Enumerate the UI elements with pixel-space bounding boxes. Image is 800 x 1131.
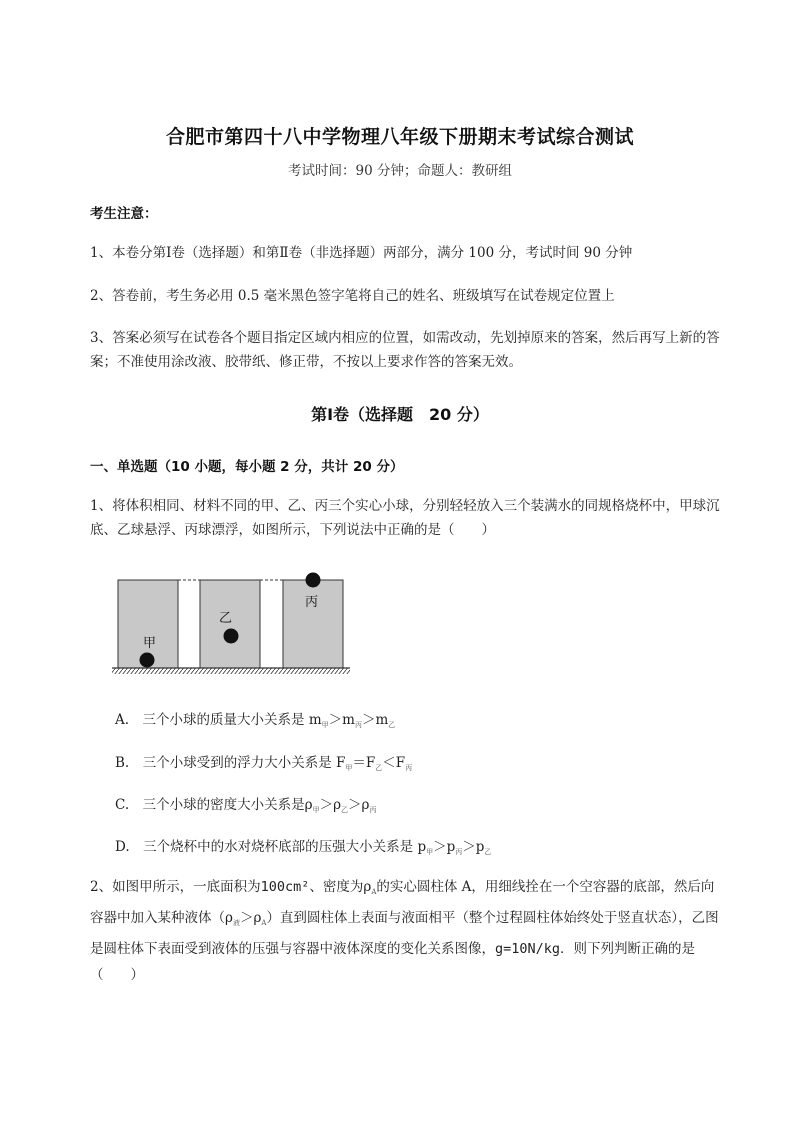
note-item-3: 3、答案必须写在试卷各个题目指定区域内相应的位置，如需改动，先划掉原来的答案，然后再写上新的答案；不准使用涂改液、胶带纸、修正带，不按以上要求作答的答案无效。 <box>90 330 720 370</box>
ball-bing <box>306 573 321 588</box>
label-jia: 甲 <box>143 636 157 651</box>
exam-subtitle: 考试时间：90 分钟；命题人：教研组 <box>288 163 512 179</box>
label-yi: 乙 <box>219 611 233 626</box>
page-title: 合肥市第四十八中学物理八年级下册期末考试综合测试 <box>165 126 634 148</box>
ground-hatch <box>112 668 350 674</box>
note-item-1: 1、本卷分第Ⅰ卷（选择题）和第Ⅱ卷（非选择题）两部分，满分 100 分，考试时间 90 分钟 <box>90 245 633 261</box>
option-b: B. 三个小球受到的浮力大小关系是 $F_甲=F_乙<F_丙$ <box>115 755 413 772</box>
beaker-bing <box>283 580 343 668</box>
label-bing: 丙 <box>305 595 319 610</box>
notes-heading: 考生注意： <box>90 206 158 222</box>
question-1-stem: 1、将体积相同、材料不同的甲、乙、丙三个实心小球，分别轻轻放入三个装满水的同规格烧杯中，甲球沉底、乙球悬浮、丙球漂浮，如图所示，下列说法中正确的是（ ） <box>90 498 720 538</box>
question-2-stem: 2、如图甲所示，一底面积为100cm²、密度为$\rho_A$的实心圆柱体 A，用细线拴在一个空容器的底部，然后向容器中加入某种液体$(\rho_液>\rho_A)$直到圆柱体上表面与液面相平（整个过程圆柱体始终处于竖直状态），乙图是圆柱体下表面受到液体的压强与容器中液体深度的变化关系图像，g=10N/kg．则下列判断正确的是（ ） <box>90 879 719 983</box>
option-a: A. 三个小球的质量大小关系是 $m_甲>m_丙>m_乙$ <box>115 712 396 729</box>
option-d: D. 三个烧杯中的水对烧杯底部的压强大小关系是 $p_甲>p_丙>p_乙$ <box>115 839 492 856</box>
option-c: C. 三个小球的密度大小关系是$\rho_甲>\rho_乙>\rho_丙$ <box>115 797 377 814</box>
part-heading: 一、单选题（10 小题，每小题 2 分，共计 20 分） <box>90 459 404 475</box>
note-item-2: 2、答卷前，考生务必用 0.5 毫米黑色签字笔将自己的姓名、班级填写在试卷规定位置上 <box>90 288 615 304</box>
ball-yi <box>224 629 239 644</box>
beakers-figure <box>110 570 360 680</box>
ball-jia <box>140 653 155 668</box>
section-title: 第Ⅰ卷（选择题 20 分） <box>311 405 489 424</box>
